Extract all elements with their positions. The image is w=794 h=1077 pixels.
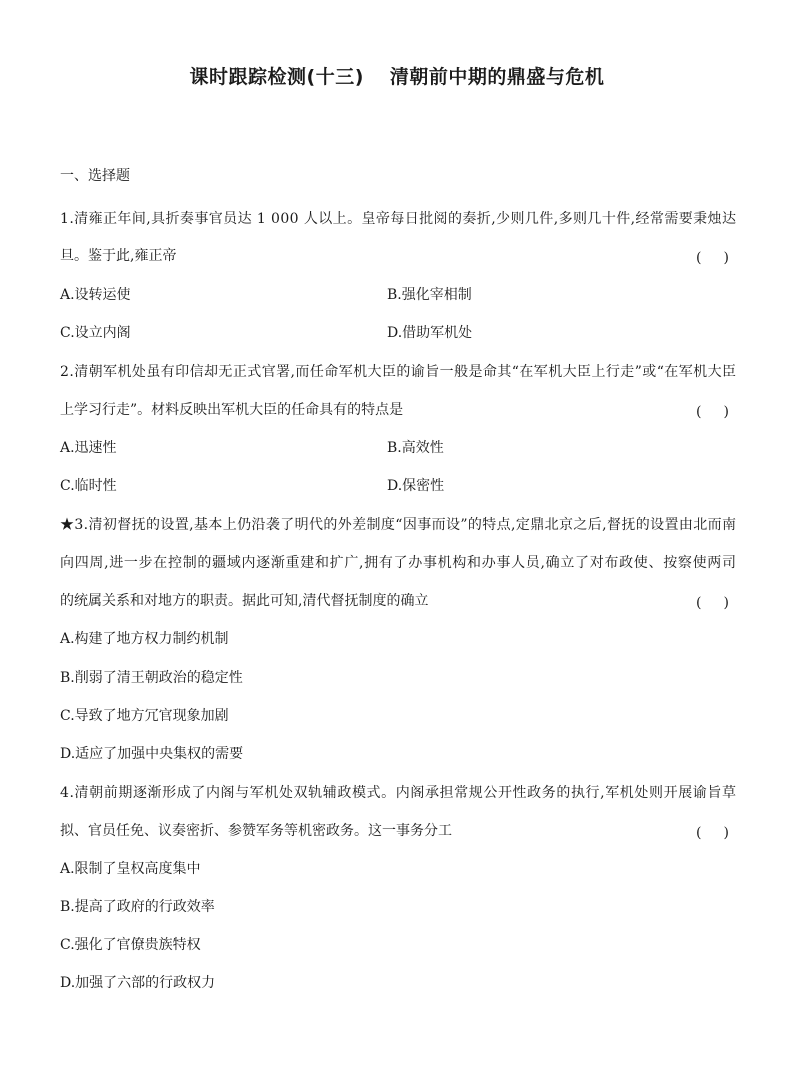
question-4-option-d: D.加强了六部的行政权力	[60, 975, 216, 991]
title-sub: 清朝前中期的鼎盛与危机	[389, 66, 605, 88]
question-3-line-3: 的统属关系和对地方的职责。据此可知,清代督抚制度的确立	[60, 593, 429, 609]
question-2-line-1: 2.清朝军机处虽有印信却无正式官署,而任命军机大臣的谕旨一般是命其“在军机大臣上行走”或“在军机大臣	[60, 364, 737, 380]
question-3-option-c: C.导致了地方冗官现象加剧	[60, 708, 229, 724]
question-4-option-b: B.提高了政府的行政效率	[60, 899, 215, 915]
question-2-option-a: A.迅速性	[60, 440, 117, 456]
question-1-option-a: A.设转运使	[60, 287, 131, 303]
question-3-line-1: ★3.清初督抚的设置,基本上仍沿袭了明代的外差制度“因事而设”的特点,定鼎北京之后,督抚的设置由北而南	[60, 517, 737, 533]
question-2-option-d: D.保密性	[387, 478, 445, 494]
question-4-line-1: 4.清朝前期逐渐形成了内阁与军机处双轨辅政模式。内阁承担常规公开性政务的执行,军机处则开展谕旨草	[60, 785, 737, 801]
answer-blank-4: ( )	[696, 825, 729, 841]
section-heading: 一、选择题	[60, 168, 130, 184]
question-2-line-2: 上学习行走”。材料反映出军机大臣的任命具有的特点是	[60, 402, 404, 418]
question-2-option-c: C.临时性	[60, 478, 117, 494]
answer-blank-2: ( )	[696, 404, 729, 420]
question-3-line-2: 向四周,进一步在控制的疆域内逐渐重建和扩广,拥有了办事机构和办事人员,确立了对布政使、按察使两司	[60, 555, 737, 571]
question-4-option-c: C.强化了官僚贵族特权	[60, 937, 201, 953]
answer-blank-1: ( )	[696, 250, 729, 266]
question-3-option-d: D.适应了加强中央集权的需要	[60, 746, 244, 762]
question-3-option-b: B.削弱了清王朝政治的稳定性	[60, 670, 243, 686]
question-1-line-2: 旦。鉴于此,雍正帝	[60, 248, 177, 264]
page-title	[0, 62, 794, 89]
answer-blank-3: ( )	[696, 595, 729, 611]
question-2-option-b: B.高效性	[387, 440, 444, 456]
question-1-option-c: C.设立内阁	[60, 325, 131, 341]
question-1-option-d: D.借助军机处	[387, 325, 473, 341]
question-4-line-2: 拟、官员任免、议奏密折、参赞军务等机密政务。这一事务分工	[60, 823, 452, 839]
title-main: 课时跟踪检测(十三)	[189, 66, 364, 88]
question-1-option-b: B.强化宰相制	[387, 287, 472, 303]
question-3-option-a: A.构建了地方权力制约机制	[60, 631, 229, 647]
question-1-line-1: 1.清雍正年间,具折奏事官员达 1 000 人以上。皇帝每日批阅的奏折,少则几件,多则几十件,经常需要秉烛达	[60, 211, 737, 227]
question-4-option-a: A.限制了皇权高度集中	[60, 861, 201, 877]
